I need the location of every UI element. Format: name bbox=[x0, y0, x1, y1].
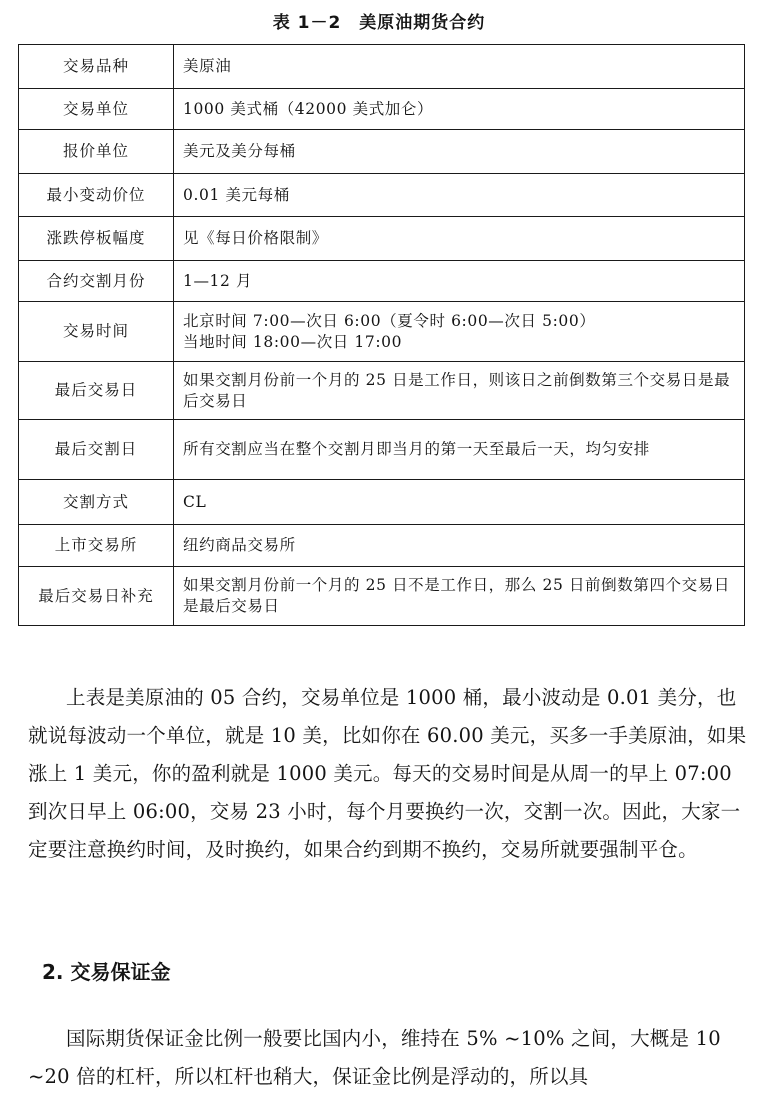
section-heading: 2. 交易保证金 bbox=[42, 960, 171, 984]
row-key: 交易时间 bbox=[19, 302, 174, 362]
row-value: CL bbox=[174, 480, 745, 525]
row-key: 交割方式 bbox=[19, 480, 174, 525]
table-row bbox=[19, 45, 745, 89]
table-row bbox=[19, 217, 745, 261]
table-row bbox=[19, 480, 745, 525]
row-key: 交易品种 bbox=[19, 45, 174, 89]
row-value: 见《每日价格限制》 bbox=[174, 217, 745, 261]
table-row bbox=[19, 89, 745, 130]
row-key: 合约交割月份 bbox=[19, 261, 174, 302]
table-row bbox=[19, 130, 745, 174]
row-value: 美元及美分每桶 bbox=[174, 130, 745, 174]
row-value: 北京时间 7:00—次日 6:00（夏令时 6:00—次日 5:00） 当地时间 18:00—次日 17:00 bbox=[174, 302, 745, 362]
table-row bbox=[19, 420, 745, 480]
futures-contract-table bbox=[18, 44, 745, 626]
table-row bbox=[19, 567, 745, 626]
table-row bbox=[19, 525, 745, 567]
row-value: 美原油 bbox=[174, 45, 745, 89]
row-key: 最后交易日补充 bbox=[19, 567, 174, 626]
table-row bbox=[19, 302, 745, 362]
row-value: 所有交割应当在整个交割月即当月的第一天至最后一天，均匀安排 bbox=[174, 420, 745, 480]
row-key: 最小变动价位 bbox=[19, 174, 174, 217]
row-key: 报价单位 bbox=[19, 130, 174, 174]
row-key: 涨跌停板幅度 bbox=[19, 217, 174, 261]
row-key: 交易单位 bbox=[19, 89, 174, 130]
table-caption: 表 1－2 美原油期货合约 bbox=[272, 13, 486, 33]
row-value: 如果交割月份前一个月的 25 日不是工作日，那么 25 日前倒数第四个交易日是最后交易日 bbox=[174, 567, 745, 626]
table-row bbox=[19, 362, 745, 420]
table-row bbox=[19, 261, 745, 302]
row-key: 最后交割日 bbox=[19, 420, 174, 480]
body-paragraph: 上表是美原油的 05 合约，交易单位是 1000 桶，最小波动是 0.01 美分，也就说每波动一个单位，就是 10 美，比如你在 60.00 美元，买多一手美原油，如果涨上 1 美元，你的盈利就是 1000 美元。每天的交易时间是从周一的早上 07:00 到次日早上 06:00，交易 23 小时，每个月要换约一次，交割一次。因此，大家一定要注意换约时间，及时换约，如果合约到期不换约，交易所就要强制平仓。 bbox=[28, 686, 747, 861]
row-value: 1—12 月 bbox=[174, 261, 745, 302]
row-value: 1000 美式桶（42000 美式加仑） bbox=[174, 89, 745, 130]
row-key: 最后交易日 bbox=[19, 362, 174, 420]
row-value: 如果交割月份前一个月的 25 日是工作日，则该日之前倒数第三个交易日是最后交易日 bbox=[174, 362, 745, 420]
body-paragraph: 国际期货保证金比例一般要比国内小，维持在 5% ~10% 之间，大概是 10 ~20 倍的杠杆，所以杠杆也稍大，保证金比例是浮动的，所以具 bbox=[28, 1027, 721, 1088]
row-value: 纽约商品交易所 bbox=[174, 525, 745, 567]
table-row bbox=[19, 174, 745, 217]
row-value: 0.01 美元每桶 bbox=[174, 174, 745, 217]
row-key: 上市交易所 bbox=[19, 525, 174, 567]
